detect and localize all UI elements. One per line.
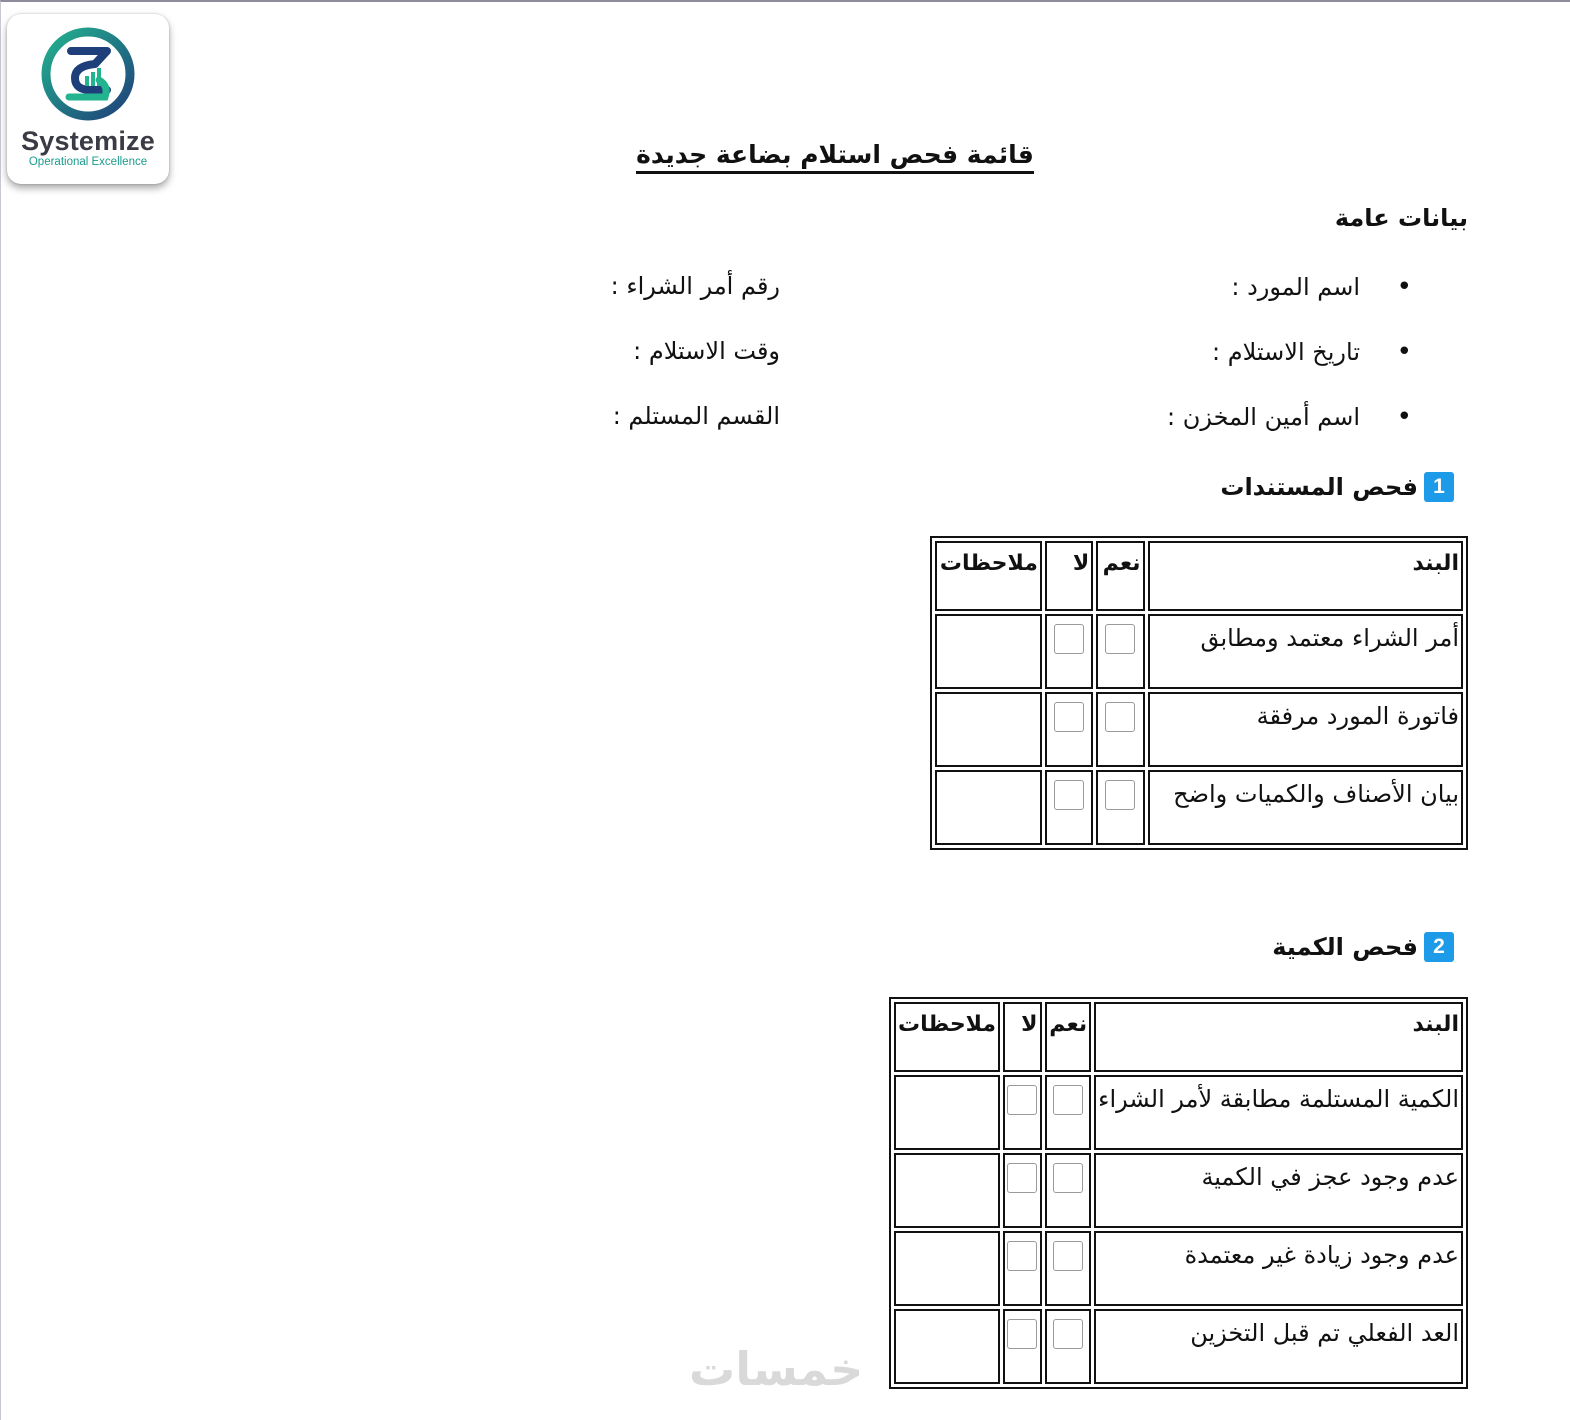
yes-cell — [1096, 692, 1144, 767]
item-cell: فاتورة المورد مرفقة — [1148, 692, 1463, 767]
yes-checkbox[interactable] — [1105, 780, 1135, 810]
supplier-name-field: • اسم المورد : — [1052, 272, 1412, 302]
table-row — [935, 614, 1463, 689]
section-1-number-badge: 1 — [1424, 472, 1454, 502]
storekeeper-name-field: • اسم أمين المخزن : — [1052, 402, 1412, 432]
column-header-item: البند — [1148, 541, 1463, 611]
item-cell: عدم وجود زيادة غير معتمدة — [1094, 1231, 1463, 1306]
no-cell — [1045, 614, 1093, 689]
logo-name: Systemize — [21, 126, 155, 156]
notes-cell[interactable] — [935, 614, 1042, 689]
notes-cell[interactable] — [935, 692, 1042, 767]
yes-cell — [1096, 770, 1144, 845]
no-checkbox[interactable] — [1054, 624, 1084, 654]
no-cell — [1045, 692, 1093, 767]
section-1-title: فحص المستندات — [1220, 473, 1418, 501]
table-row — [894, 1231, 1463, 1306]
column-header-yes: نعم — [1045, 1002, 1092, 1072]
no-cell — [1045, 770, 1093, 845]
yes-checkbox[interactable] — [1053, 1085, 1083, 1115]
section-2-heading — [1272, 932, 1454, 962]
company-logo — [7, 14, 169, 184]
item-cell: بيان الأصناف والكميات واضح — [1148, 770, 1463, 845]
column-header-notes: ملاحظات — [935, 541, 1042, 611]
column-header-yes: نعم — [1096, 541, 1144, 611]
notes-cell[interactable] — [894, 1309, 1000, 1384]
no-checkbox[interactable] — [1007, 1085, 1037, 1115]
table-row — [935, 692, 1463, 767]
systemize-logo-mark-icon — [35, 24, 141, 124]
yes-cell — [1045, 1231, 1092, 1306]
page-title — [601, 140, 1069, 174]
notes-cell[interactable] — [894, 1153, 1000, 1228]
page-title-text: قائمة فحص استلام بضاعة جديدة — [636, 140, 1034, 174]
general-data-heading: بيانات عامة — [1334, 204, 1468, 232]
no-checkbox[interactable] — [1007, 1241, 1037, 1271]
column-header-notes: ملاحظات — [894, 1002, 1000, 1072]
no-cell — [1003, 1075, 1042, 1150]
receipt-date-field: • تاريخ الاستلام : — [1052, 337, 1412, 367]
quantity-check-table — [889, 997, 1468, 1389]
no-cell — [1003, 1153, 1042, 1228]
documents-check-table — [930, 536, 1468, 850]
item-cell: أمر الشراء معتمد ومطابق — [1148, 614, 1463, 689]
yes-cell — [1096, 614, 1144, 689]
notes-cell[interactable] — [935, 770, 1042, 845]
yes-checkbox[interactable] — [1105, 624, 1135, 654]
yes-checkbox[interactable] — [1105, 702, 1135, 732]
no-cell — [1003, 1231, 1042, 1306]
table-row — [894, 1309, 1463, 1384]
section-2-title: فحص الكمية — [1272, 933, 1418, 961]
table-row — [935, 770, 1463, 845]
section-2-number-badge: 2 — [1424, 932, 1454, 962]
notes-cell[interactable] — [894, 1231, 1000, 1306]
column-header-item: البند — [1094, 1002, 1463, 1072]
logo-tagline: Operational Excellence — [28, 156, 148, 168]
column-header-no: لا — [1045, 541, 1093, 611]
no-checkbox[interactable] — [1054, 702, 1084, 732]
receiving-department-field: القسم المستلم : — [612, 402, 780, 430]
table-header-row — [935, 541, 1463, 611]
yes-checkbox[interactable] — [1053, 1241, 1083, 1271]
yes-checkbox[interactable] — [1053, 1319, 1083, 1349]
column-header-no: لا — [1003, 1002, 1042, 1072]
yes-checkbox[interactable] — [1053, 1163, 1083, 1193]
item-cell: العد الفعلي تم قبل التخزين — [1094, 1309, 1463, 1384]
item-cell: عدم وجود عجز في الكمية — [1094, 1153, 1463, 1228]
yes-cell — [1045, 1153, 1092, 1228]
no-checkbox[interactable] — [1007, 1319, 1037, 1349]
section-1-heading — [1220, 472, 1454, 502]
no-checkbox[interactable] — [1007, 1163, 1037, 1193]
item-cell: الكمية المستلمة مطابقة لأمر الشراء — [1094, 1075, 1463, 1150]
notes-cell[interactable] — [894, 1075, 1000, 1150]
table-header-row — [894, 1002, 1463, 1072]
no-cell — [1003, 1309, 1042, 1384]
yes-cell — [1045, 1309, 1092, 1384]
purchase-order-number-field: رقم أمر الشراء : — [610, 272, 780, 300]
watermark: خمسات — [689, 1342, 864, 1396]
receipt-time-field: وقت الاستلام : — [633, 337, 780, 365]
no-checkbox[interactable] — [1054, 780, 1084, 810]
table-row — [894, 1153, 1463, 1228]
yes-cell — [1045, 1075, 1092, 1150]
table-row — [894, 1075, 1463, 1150]
